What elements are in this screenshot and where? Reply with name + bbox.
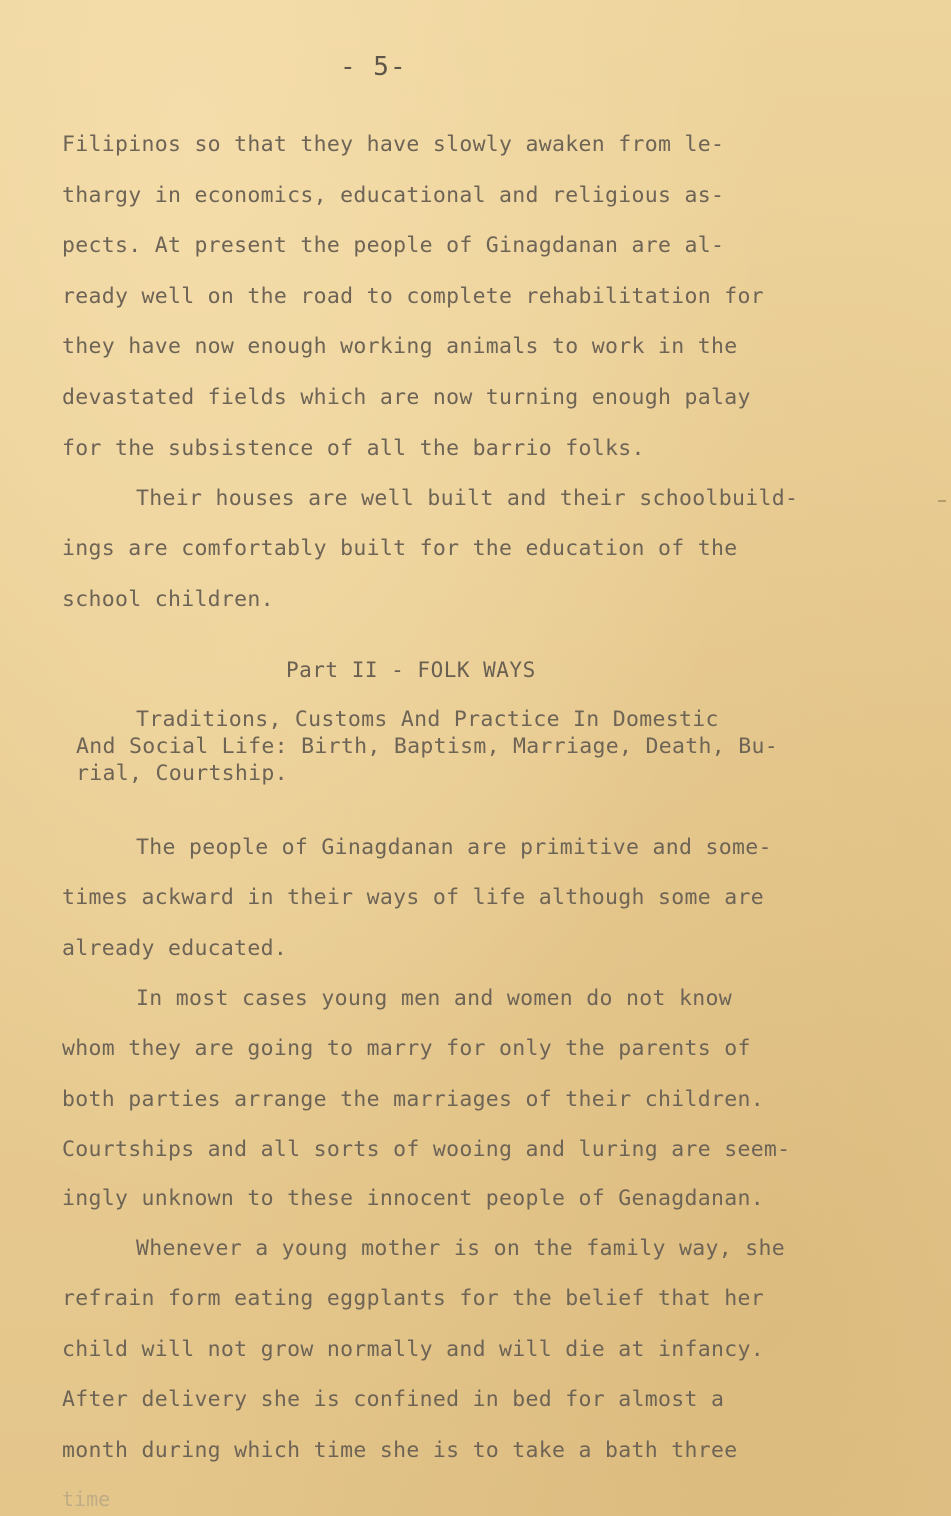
part-heading: Part II - FOLK WAYS [286, 658, 536, 682]
text-line: month during which time she is to take a bath three [62, 1438, 738, 1463]
subheading-line: Traditions, Customs And Practice In Domestic [136, 707, 719, 732]
text-line: they have now enough working animals to work in the [62, 334, 738, 359]
text-line: ings are comfortably built for the education of the [62, 536, 738, 561]
text-line: thargy in economics, educational and religious as- [62, 183, 725, 208]
text-line: child will not grow normally and will die at infancy. [62, 1337, 764, 1362]
text-line: After delivery she is confined in bed for almost a [62, 1387, 725, 1412]
text-line: In most cases young men and women do not know [136, 986, 732, 1011]
text-line: refrain form eating eggplants for the belief that her [62, 1286, 764, 1311]
text-line: Their houses are well built and their schoolbuild- [136, 486, 799, 511]
text-line: Whenever a young mother is on the family way, she [136, 1236, 785, 1261]
text-line: already educated. [62, 936, 288, 961]
page-number: - 5- [340, 52, 407, 82]
text-line: school children. [62, 587, 274, 612]
text-line: both parties arrange the marriages of their children. [62, 1087, 764, 1112]
subheading-line: And Social Life: Birth, Baptism, Marriage, Death, Bu- [76, 734, 778, 759]
text-line: ready well on the road to complete rehabilitation for [62, 284, 764, 309]
text-line: times ackward in their ways of life although some are [62, 885, 764, 910]
cut-off-text: time [62, 1487, 111, 1511]
paper-mark [938, 500, 946, 502]
subheading-line: rial, Courtship. [76, 761, 288, 786]
text-line: ingly unknown to these innocent people of Genagdanan. [62, 1186, 764, 1211]
text-line: whom they are going to marry for only the parents of [62, 1036, 751, 1061]
text-line: Filipinos so that they have slowly awaken from le- [62, 132, 725, 157]
text-line: for the subsistence of all the barrio folks. [62, 436, 645, 461]
text-line: devastated fields which are now turning enough palay [62, 385, 751, 410]
text-line: The people of Ginagdanan are primitive and some- [136, 835, 772, 860]
text-line: pects. At present the people of Ginagdanan are al- [62, 233, 725, 258]
text-line: Courtships and all sorts of wooing and luring are seem- [62, 1137, 791, 1162]
